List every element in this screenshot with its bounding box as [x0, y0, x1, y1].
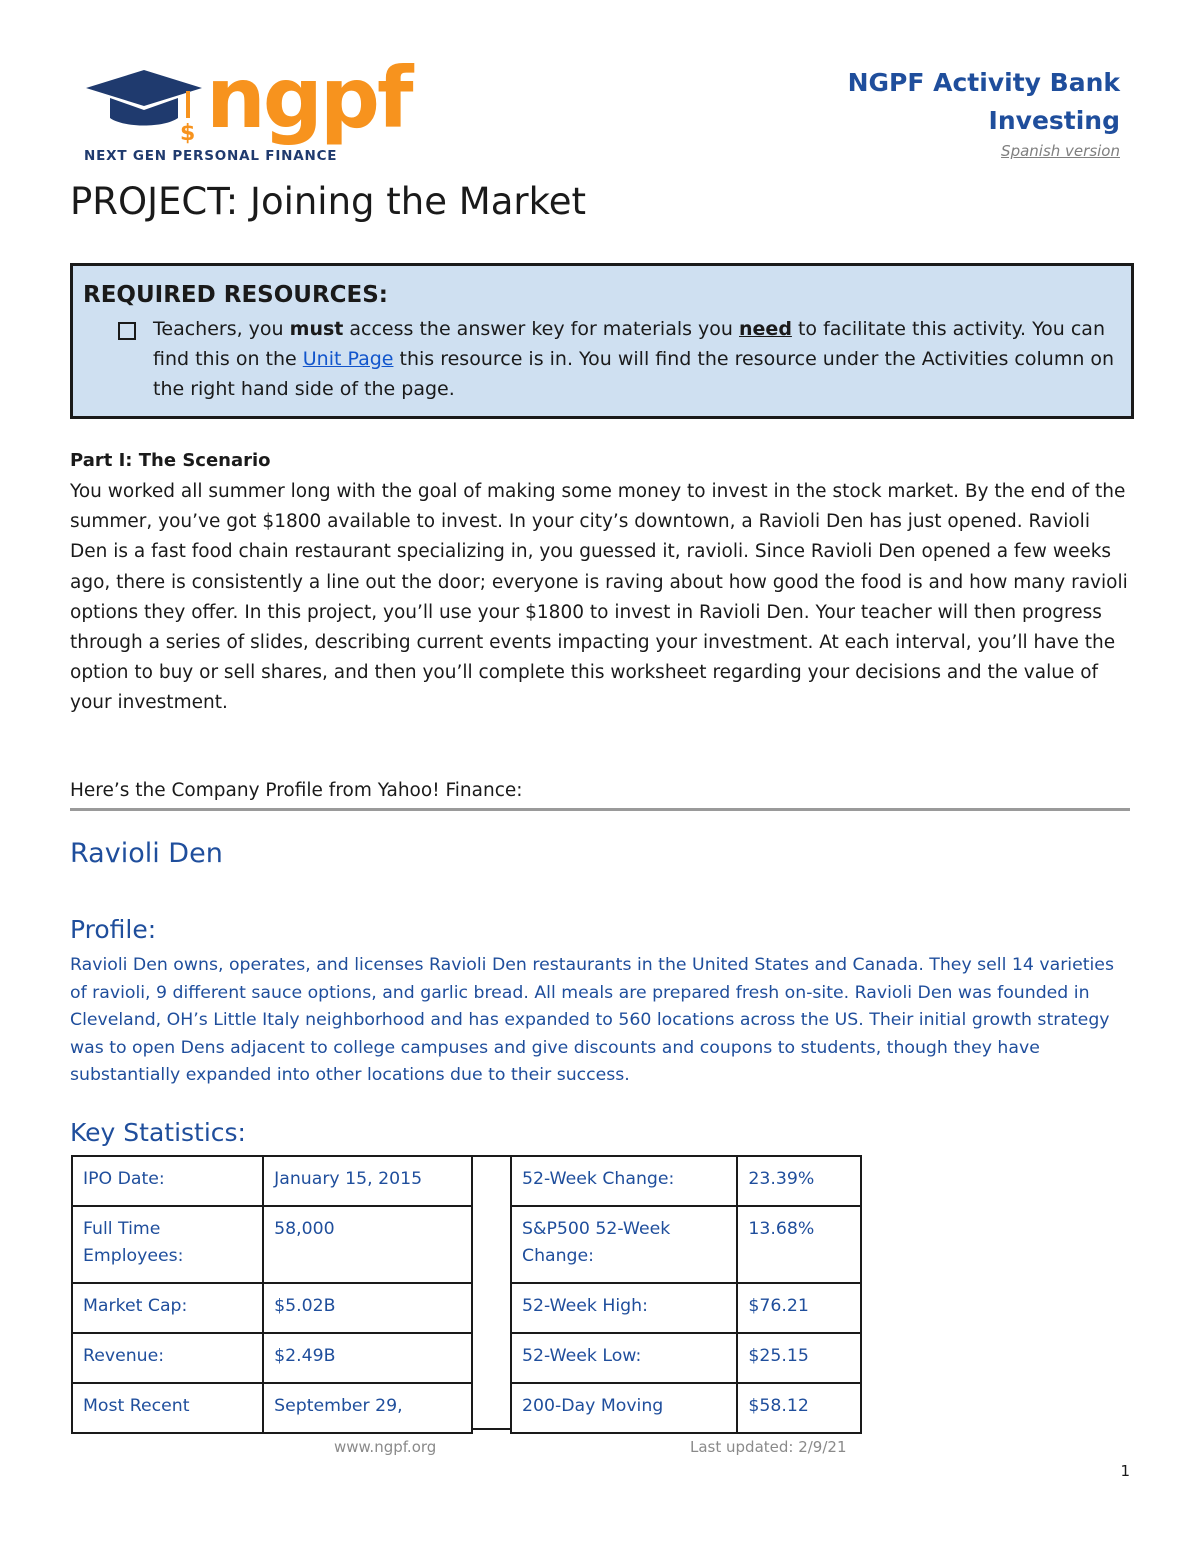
part-heading: Part I: The Scenario — [70, 450, 271, 471]
key-stats-table-right — [510, 1155, 862, 1434]
table-row — [511, 1333, 861, 1383]
scenario-paragraph: You worked all summer long with the goal of making some money to invest in the stock market. By the end of the summer, you’ve got $1800 available to invest. In your city’s downtown, a Ravioli Den has just opened. Ravioli Den is a fast food chain restaurant specializing in, you guessed it, ravioli. Since Ravioli Den opened a few weeks ago, there is consistently a line out the door; everyone is raving about how good the food is and how many ravioli options they offer. In this project, you’ll use your $1800 to invest in Ravioli Den. Your teacher will then progress through a series of slides, describing current events impacting your investment. At each interval, you’ll have the option to buy or sell shares, and then you’ll complete this worksheet regarding your decisions and the value of your investment. — [70, 481, 1128, 714]
table-row — [72, 1383, 472, 1433]
stat-label: Full Time Employees: — [72, 1206, 263, 1283]
stat-value: $58.12 — [737, 1383, 861, 1433]
stat-value: September 29, — [263, 1383, 472, 1433]
stat-label: 52-Week High: — [511, 1283, 737, 1333]
page-number: 1 — [1120, 1462, 1130, 1480]
footer-website[interactable]: www.ngpf.org — [334, 1438, 437, 1456]
page-title: PROJECT: Joining the Market — [70, 180, 586, 223]
spanish-version-link[interactable]: Spanish version — [1001, 142, 1120, 160]
table-gap — [472, 1155, 510, 1430]
stat-value: January 15, 2015 — [263, 1156, 472, 1206]
required-resources-text — [153, 314, 1123, 404]
required-resources-box — [70, 263, 1134, 419]
graduation-cap-icon — [84, 66, 204, 146]
stat-value: 23.39% — [737, 1156, 861, 1206]
logo-tagline: NEXT GEN PERSONAL FINANCE — [84, 148, 338, 164]
stat-label: Market Cap: — [72, 1283, 263, 1333]
stat-label: Revenue: — [72, 1333, 263, 1383]
checkbox-icon — [118, 322, 136, 340]
stat-label: 52-Week Low: — [511, 1333, 737, 1383]
profile-heading: Profile: — [70, 915, 157, 944]
stat-label: S&P500 52-Week Change: — [511, 1206, 737, 1283]
divider — [70, 808, 1130, 811]
key-statistics-heading: Key Statistics: — [70, 1118, 246, 1147]
required-resources-heading: REQUIRED RESOURCES: — [83, 282, 389, 308]
stat-value: 58,000 — [263, 1206, 472, 1283]
stat-value: $2.49B — [263, 1333, 472, 1383]
unit-page-link[interactable]: Unit Page — [302, 348, 394, 370]
stat-label: 52-Week Change: — [511, 1156, 737, 1206]
profile-lead-in: Here’s the Company Profile from Yahoo! Finance: — [70, 780, 523, 801]
logo-wordmark: ngpf — [206, 49, 411, 147]
table-row — [511, 1206, 861, 1283]
table-row — [511, 1283, 861, 1333]
table-row — [511, 1156, 861, 1206]
profile-text: Ravioli Den owns, operates, and licenses Ravioli Den restaurants in the United States and Canada. They sell 14 varieties of ravioli, 9 different sauce options, and garlic bread. All meals are prepared fresh on-site. Ravioli Den was founded in Cleveland, OH’s Little Italy neighborhood and has expanded to 560 locations across the US. Their initial growth strategy was to open Dens adjacent to college campuses and give discounts and coupons to students, though they have substantially expanded into other locations due to their success. — [70, 955, 1114, 1085]
svg-text:$: $ — [180, 121, 196, 146]
table-row — [511, 1383, 861, 1433]
key-stats-table-left — [71, 1155, 473, 1434]
stat-value: 13.68% — [737, 1206, 861, 1283]
stat-label: 200-Day Moving — [511, 1383, 737, 1433]
footer-last-updated: Last updated: 2/9/21 — [690, 1438, 847, 1456]
stat-label: Most Recent — [72, 1383, 263, 1433]
table-row — [72, 1333, 472, 1383]
stat-label: IPO Date: — [72, 1156, 263, 1206]
req-bold-need: need — [739, 318, 792, 340]
req-text-2: access the answer key for materials you — [343, 318, 740, 340]
table-row — [72, 1283, 472, 1333]
req-text-3: to facilitate this activity. You can find this on the — [153, 318, 1105, 370]
table-row — [72, 1156, 472, 1206]
header-right — [848, 64, 1120, 162]
company-name: Ravioli Den — [70, 838, 223, 869]
req-text-4: this resource is in. You will find the resource under the Activities column on the right hand side of the page. — [153, 348, 1115, 400]
stat-value: $5.02B — [263, 1283, 472, 1333]
ngpf-logo — [84, 49, 411, 172]
req-text-1: Teachers, you — [153, 318, 290, 340]
stat-value: $25.15 — [737, 1333, 861, 1383]
stat-value: $76.21 — [737, 1283, 861, 1333]
table-row — [72, 1206, 472, 1283]
unit-label: Investing — [988, 106, 1120, 135]
activity-bank-label: NGPF Activity Bank — [847, 68, 1120, 97]
req-bold-must: must — [289, 318, 344, 340]
